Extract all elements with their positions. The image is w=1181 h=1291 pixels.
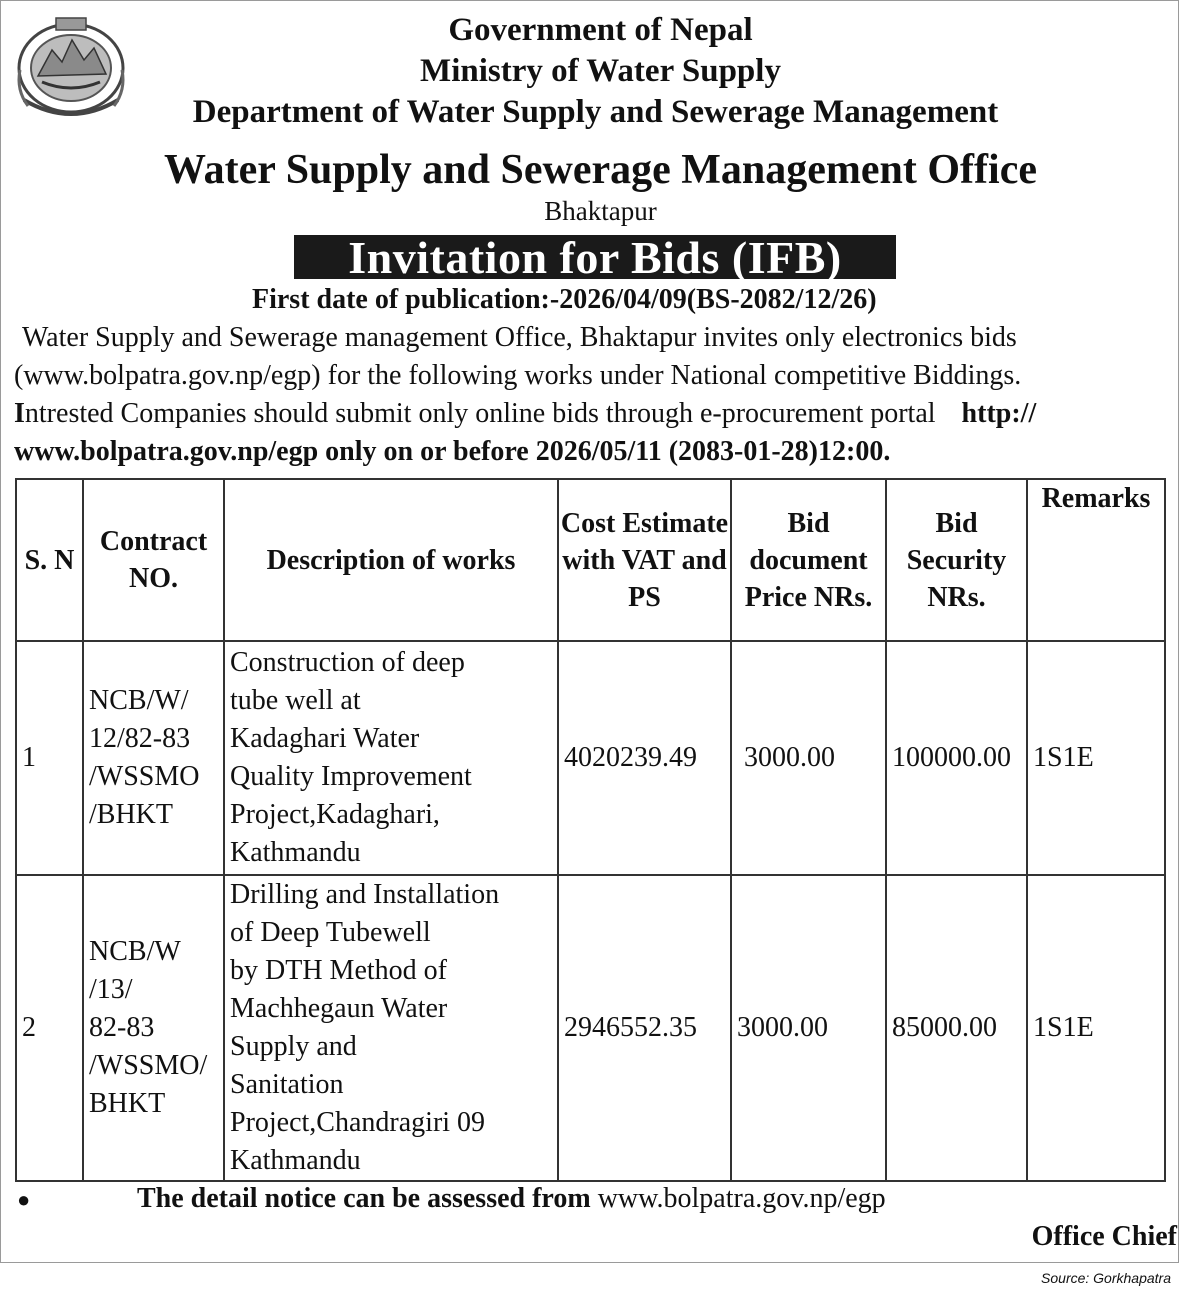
cell-contract-line: 82-83 [89, 1012, 155, 1043]
cell-description-line: Machhegaun Water [230, 993, 448, 1024]
col-header-security: Bid Security NRs. [886, 479, 1027, 641]
col-header-sn: S. N [16, 479, 83, 641]
cell-remarks: 1S1E [1027, 641, 1165, 875]
cell-contract-line: NCB/W/ [89, 685, 189, 716]
header-department: Department of Water Supply and Sewerage Management [192, 94, 999, 130]
publication-date: First date of publication:-2026/04/09(BS-2082/12/26) [252, 284, 877, 315]
cell-sn: 2 [16, 875, 83, 1181]
cell-price: 3000.00 [731, 641, 886, 875]
cell-sn: 1 [16, 641, 83, 875]
cell-contract-line: /WSSMO/ [89, 1050, 208, 1081]
col-header-cost: Cost Estimate with VAT and PS [558, 479, 731, 641]
cell-description-line: Quality Improvement [230, 761, 472, 792]
header-government: Government of Nepal [448, 12, 753, 48]
detail-notice-text: The detail notice can be assessed from [137, 1183, 591, 1214]
header-location: Bhaktapur [544, 196, 657, 226]
cell-contract-line: /BHKT [89, 799, 173, 830]
cell-cost: 2946552.35 [558, 875, 731, 1181]
detail-notice-line [17, 1183, 886, 1215]
cell-description-line: Kadaghari Water [230, 723, 420, 754]
col-header-description: Description of works [224, 479, 558, 641]
cell-description [224, 875, 558, 1181]
body-line-4-deadline: www.bolpatra.gov.np/egp only on or before 2026/05/11 (2083-01-28)12:00. [14, 436, 891, 467]
cell-description-line: Kathmandu [230, 837, 361, 868]
notice-title: Invitation for Bids (IFB) [294, 235, 896, 279]
table-row [16, 875, 1165, 1181]
bids-table [15, 478, 1166, 1182]
cell-description-line: Project,Chandragiri 09 [230, 1107, 486, 1138]
cell-contract [83, 875, 224, 1181]
col-header-remarks: Remarks [1027, 479, 1165, 641]
cell-contract-line: /WSSMO [89, 761, 200, 792]
header-ministry: Ministry of Water Supply [420, 53, 781, 89]
cell-description-line: of Deep Tubewell [230, 917, 431, 948]
cell-cost: 4020239.49 [558, 641, 731, 875]
col-header-contract: Contract NO. [83, 479, 224, 641]
cell-contract-line: BHKT [89, 1088, 166, 1119]
table-header-row [16, 479, 1165, 641]
cell-contract-line: 12/82-83 [89, 723, 191, 754]
cell-description-line: tube well at [230, 685, 361, 716]
cell-security: 85000.00 [886, 875, 1027, 1181]
body-line-2: (www.bolpatra.gov.np/egp) for the following works under National competitive Biddings. [14, 360, 1022, 391]
cell-price: 3000.00 [731, 875, 886, 1181]
cell-description-line: Construction of deep [230, 647, 465, 678]
source-credit: Source: Gorkhapatra [1041, 1270, 1171, 1286]
cell-description-line: Drilling and Installation [230, 879, 500, 910]
col-header-price: Bid document Price NRs. [731, 479, 886, 641]
cell-description-line: Kathmandu [230, 1145, 361, 1176]
signer-title: Office Chief [1031, 1221, 1177, 1252]
cell-description-line: Sanitation [230, 1069, 344, 1100]
cell-remarks: 1S1E [1027, 875, 1165, 1181]
body-line-3-text: ntrested Companies should submit only online bids through e-procurement portal [24, 398, 936, 429]
header-office: Water Supply and Sewerage Management Office [164, 147, 1037, 193]
cell-description-line: Supply and [230, 1031, 357, 1062]
detail-notice-url[interactable]: www.bolpatra.gov.np/egp [597, 1183, 886, 1214]
cell-security: 100000.00 [886, 641, 1027, 875]
cell-description [224, 641, 558, 875]
body-line-3 [14, 398, 1036, 430]
cell-contract [83, 641, 224, 875]
cell-contract-line: /13/ [89, 974, 133, 1005]
table-row [16, 641, 1165, 875]
body-line-1: Water Supply and Sewerage management Office, Bhaktapur invites only electronics bids [22, 322, 1017, 353]
cell-contract-line: NCB/W [89, 936, 181, 967]
portal-url-start[interactable]: http:// [961, 398, 1037, 429]
body-line-3-initial: I [14, 398, 25, 429]
bullet-icon: ● [17, 1187, 31, 1212]
cell-description-line: Project,Kadaghari, [230, 799, 440, 830]
cell-description-line: by DTH Method of [230, 955, 447, 986]
